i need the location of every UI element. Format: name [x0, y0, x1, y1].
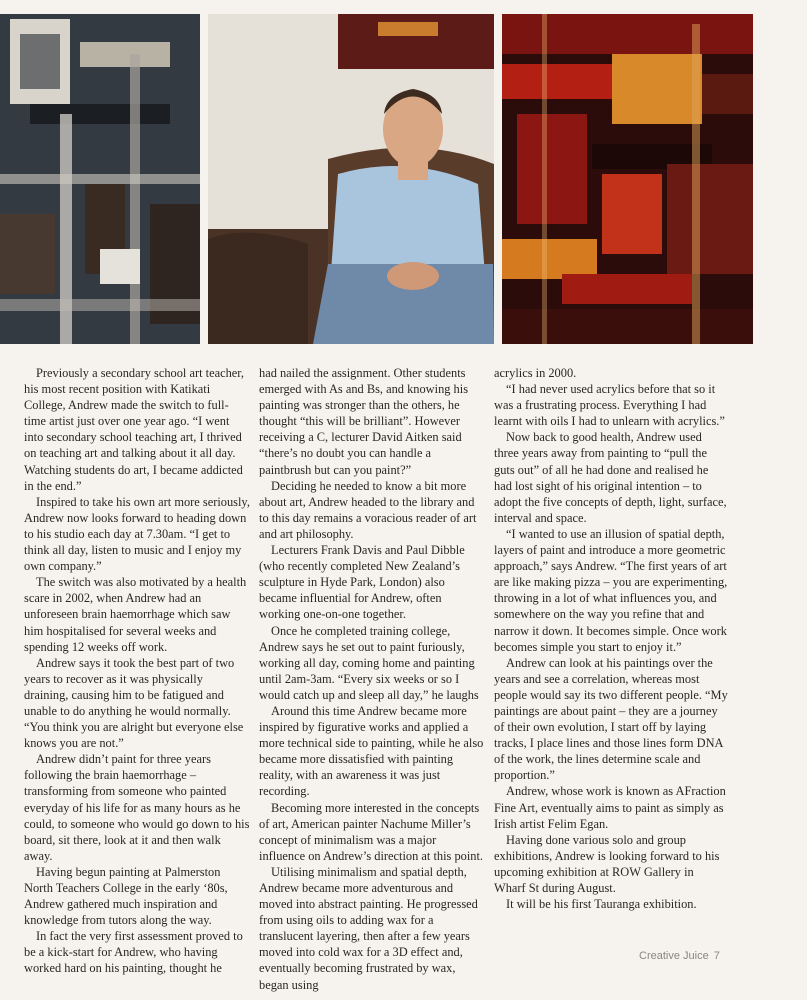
page-footer [634, 950, 720, 962]
paragraph: Lecturers Frank Davis and Paul Dibble (who recently completed New Zealand’s sculpture in Hyde Park, London) also became influential for Andrew, often working one-on-one together. [259, 543, 465, 622]
red-abstract-painting-image [502, 14, 753, 344]
paragraph: Having done various solo and group exhibitions, Andrew is looking forward to his upcoming exhibition at ROW Gallery in Wharf St during August. [494, 832, 720, 895]
paragraph: Having begun painting at Palmerston North Teachers College in the early ‘80s, Andrew gathered much inspiration and knowledge from tutors along the way. [24, 864, 228, 928]
paragraph: “I had never used acrylics before that so it was a frustrating process. Everything I had learnt with oils I had to unlearn with acrylics.” [494, 382, 725, 429]
paragraph: Andrew says it took the best part of two years to recover as it was physically draining, causing him to be fatigued and unable to do anything he would normally. “You think you are alright but everyone else knows you are not.” [24, 655, 244, 751]
paragraph: It will be his first Tauranga exhibition. [506, 897, 697, 912]
paragraph: Deciding he needed to know a bit more about art, Andrew headed to the library and to this day remains a voracious reader of art and art philosophy. [259, 478, 477, 541]
paragraph: Inspired to take his own art more seriously, Andrew now looks forward to heading down to his studio each day at 7.30am. “I get to think all day, listen to music and I enjoy my own company.” [24, 494, 250, 574]
paragraph: Utilising minimalism and spatial depth, Andrew became more adventurous and moved into abstract painting. He progressed from using oils to adding wax for a translucent layering, then after a few years moved into cold wax for a 3D effect and, eventually becoming frustrated by wax, began using [259, 864, 478, 992]
paragraph: Andrew can look at his paintings over the years and see a correlation, whereas most people would say its two different people. “My paintings are about paint – they are a journey of their own evolution, I start off by laying tracks, I place lines and those lines form DNA of the work, the lines determine scale and proportion.” [494, 655, 728, 783]
paragraph: acrylics in 2000. [494, 366, 577, 380]
artist-portrait-photo [208, 14, 494, 344]
paragraph: Previously a secondary school art teacher, his most recent position with Katikati College, Andrew made the switch to full-time artist just over one year ago. “I went into secondary school teaching art, I thrived on teaching art and talking about it all day. Watching students do art, I became addicted in the end.” [24, 366, 245, 493]
paragraph: “I wanted to use an illusion of spatial depth, layers of paint and introduce a more geometric approach,” says Andrew. “The first years of art are like making pizza – you are experimenting, throwing in a lot of what influences you, and somewhere on the way you refine that and narrow it down. It becomes simple. Once work becomes simple you start to enjoy it.” [494, 526, 728, 654]
page-number: 7 [713, 950, 720, 962]
paragraph: In fact the very first assessment proved to be a kick-start for Andrew, who having worked hard on his painting, thought he [24, 929, 243, 976]
paragraph: Becoming more interested in the concepts of art, American painter Nachume Miller’s concept of minimalism was a major influence on Andrew’s direction at this point. [259, 800, 484, 863]
magazine-name: Creative Juice [639, 950, 709, 962]
paragraph: The switch was also motivated by a health scare in 2002, when Andrew had an unforeseen brain haemorrhage which saw him hospitalised for several weeks and spending 12 weeks off work. [24, 575, 247, 654]
paragraph: Now back to good health, Andrew used three years away from painting to “pull the guts out” of all he had done and realised he had lost sight of his original intention – to adopt the five concepts of depth, light, surface, interval and space. [494, 430, 727, 525]
paragraph: Andrew didn’t paint for three years following the brain haemorrhage – transforming from someone who painted everyday of his life for as many hours as he could, to someone who would go down to his board, sit there, look at it and then walk away. [24, 752, 250, 863]
article-column-2 [259, 365, 485, 993]
abstract-grid-painting-image [0, 14, 200, 344]
article-column-3 [494, 365, 728, 912]
paragraph: Around this time Andrew became more inspired by figurative works and applied a more technical side to painting, while he also became more dissatisfied with painting reality, with an awareness it was just recording. [259, 703, 484, 799]
paragraph: Andrew, whose work is known as AFraction Fine Art, eventually aims to paint as simply as Irish artist Felim Egan. [494, 784, 726, 831]
article-column-1 [24, 365, 250, 977]
paragraph: had nailed the assignment. Other students emerged with As and Bs, and knowing his painting was stronger than the others, he thought “this will be brilliant”. However receiving a C, lecturer David Aitken said “there’s no doubt you can handle a paintbrush but can you paint?” [259, 366, 469, 477]
paragraph: Once he completed training college, Andrew says he set out to paint furiously, working all day, coming home and painting until 2am-3am. “Every six weeks or so I would catch up and sleep all day,” he laughs [259, 623, 479, 702]
